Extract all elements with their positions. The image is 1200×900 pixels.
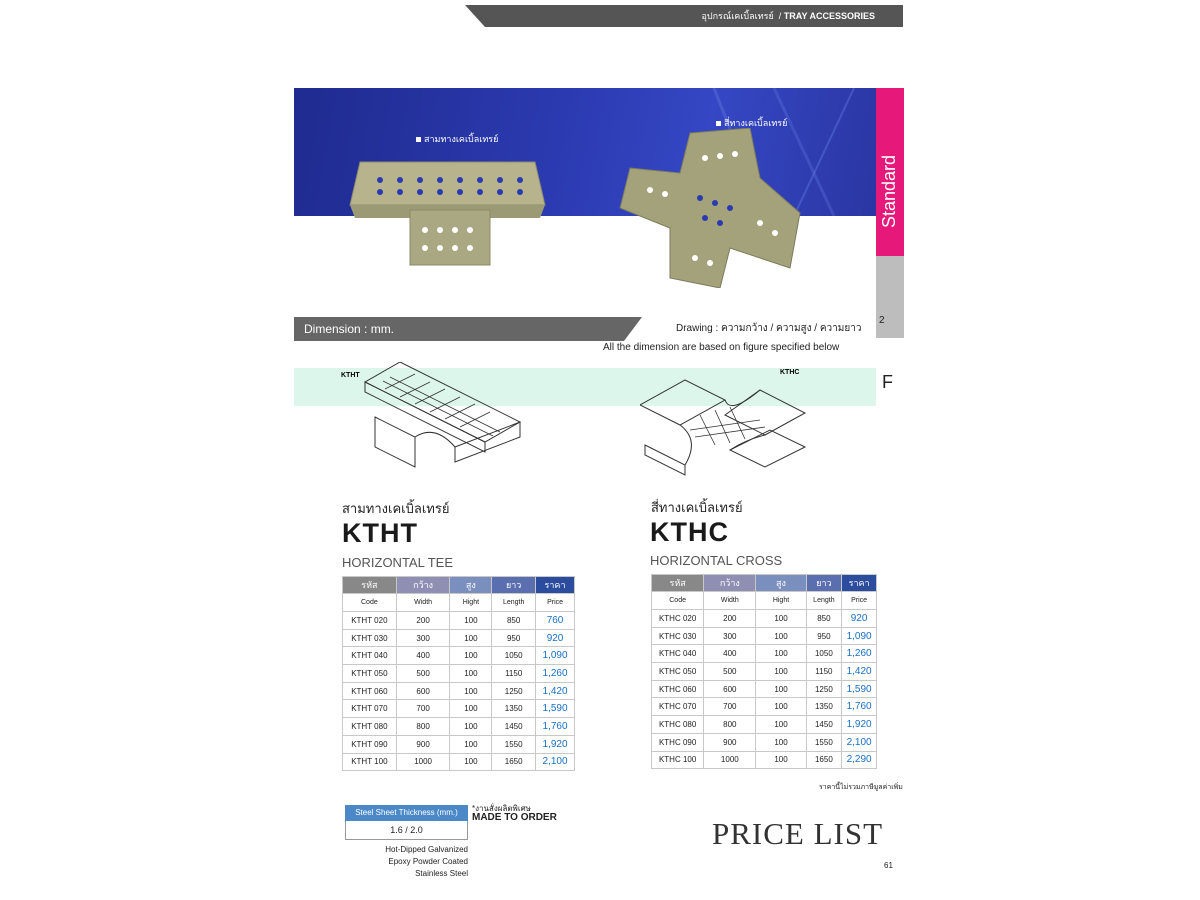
section-tab: F $^2$ xyxy=(876,256,904,338)
ktht-price-table xyxy=(342,576,575,771)
price-cell: 1,260 xyxy=(842,645,877,663)
length-cell: 1050 xyxy=(806,645,842,663)
header-cell: Hight xyxy=(450,594,492,612)
table-row xyxy=(652,627,877,645)
code-cell: KTHT 090 xyxy=(343,735,397,753)
price-cell: 1,090 xyxy=(842,627,877,645)
code-cell: KTHC 020 xyxy=(652,610,704,628)
length-cell: 1350 xyxy=(806,698,842,716)
table-row xyxy=(652,698,877,716)
right-model-title: KTHC xyxy=(650,517,729,547)
code-cell: KTHT 070 xyxy=(343,700,397,718)
height-cell: 100 xyxy=(756,610,806,628)
header-cell: สูง xyxy=(450,577,492,594)
price-cell: 1,920 xyxy=(842,716,877,734)
cross-product-image xyxy=(610,128,810,288)
price-cell: 2,100 xyxy=(842,733,877,751)
drawing-label: Drawing : ความกว้าง / ความสูง / ความยาว xyxy=(676,323,862,334)
thickness-label: Steel Sheet Thickness (mm.) xyxy=(345,805,468,821)
width-cell: 700 xyxy=(396,700,450,718)
header-cell: ยาว xyxy=(492,577,536,594)
height-cell: 100 xyxy=(756,716,806,734)
code-cell: KTHT 050 xyxy=(343,665,397,683)
length-cell: 1150 xyxy=(806,663,842,681)
length-cell: 1650 xyxy=(806,751,842,769)
height-cell: 100 xyxy=(756,698,806,716)
length-cell: 950 xyxy=(492,629,536,647)
dimension-title: Dimension : mm. xyxy=(304,322,395,336)
table-header-thai xyxy=(652,575,877,592)
header-cell: ยาว xyxy=(806,575,842,592)
width-cell: 400 xyxy=(396,647,450,665)
finish-epoxy: Epoxy Powder Coated xyxy=(388,857,468,866)
header-cell: กว้าง xyxy=(396,577,450,594)
length-cell: 1550 xyxy=(806,733,842,751)
length-cell: 1350 xyxy=(492,700,536,718)
height-cell: 100 xyxy=(756,663,806,681)
width-cell: 200 xyxy=(704,610,756,628)
length-cell: 950 xyxy=(806,627,842,645)
width-cell: 900 xyxy=(396,735,450,753)
header-cell: Code xyxy=(652,592,704,610)
right-subtitle: HORIZONTAL CROSS xyxy=(650,553,783,568)
price-cell: 920 xyxy=(536,629,575,647)
header-cell: กว้าง xyxy=(704,575,756,592)
header-cell: Hight xyxy=(756,592,806,610)
header-cell: Length xyxy=(492,594,536,612)
code-cell: KTHC 030 xyxy=(652,627,704,645)
table-header-english xyxy=(652,592,877,610)
header-cell: Width xyxy=(704,592,756,610)
table-row xyxy=(343,647,575,665)
length-cell: 1150 xyxy=(492,665,536,683)
length-cell: 1250 xyxy=(492,682,536,700)
header-cell: ราคา xyxy=(842,575,877,592)
left-model-title: KTHT xyxy=(342,518,418,548)
width-cell: 900 xyxy=(704,733,756,751)
diagram-tag-kthc: KTHC xyxy=(780,369,800,376)
code-cell: KTHC 080 xyxy=(652,716,704,734)
table-row xyxy=(343,700,575,718)
height-cell: 100 xyxy=(756,645,806,663)
code-cell: KTHC 060 xyxy=(652,680,704,698)
code-cell: KTHT 020 xyxy=(343,612,397,630)
width-cell: 300 xyxy=(704,627,756,645)
diagram-tag-kTHT: KTHT xyxy=(341,372,360,379)
code-cell: KTHT 080 xyxy=(343,718,397,736)
table-row xyxy=(652,663,877,681)
height-cell: 100 xyxy=(450,735,492,753)
width-cell: 400 xyxy=(704,645,756,663)
left-thai-title: สามทางเคเบิ้ลเทรย์ xyxy=(342,501,450,516)
header-cell: Price xyxy=(842,592,877,610)
length-cell: 1650 xyxy=(492,753,536,771)
left-subtitle: HORIZONTAL TEE xyxy=(342,555,453,570)
height-cell: 100 xyxy=(756,627,806,645)
header-cell: รหัส xyxy=(652,575,704,592)
vat-note: ราคานี้ไม่รวมภาษีมูลค่าเพิ่ม xyxy=(819,784,903,791)
code-cell: KTHT 060 xyxy=(343,682,397,700)
table-row xyxy=(343,629,575,647)
price-cell: 920 xyxy=(842,610,877,628)
header-text xyxy=(701,9,875,23)
code-cell: KTHC 050 xyxy=(652,663,704,681)
header-thai: อุปกรณ์เคเบิ้ลเทรย์ xyxy=(701,11,774,21)
height-cell: 100 xyxy=(450,647,492,665)
height-cell: 100 xyxy=(450,629,492,647)
height-cell: 100 xyxy=(756,680,806,698)
header-cell: Price xyxy=(536,594,575,612)
code-cell: KTHC 090 xyxy=(652,733,704,751)
cross-drawing xyxy=(640,375,810,487)
code-cell: KTHT 100 xyxy=(343,753,397,771)
length-cell: 1450 xyxy=(806,716,842,734)
length-cell: 850 xyxy=(492,612,536,630)
table-row xyxy=(652,716,877,734)
made-to-order: MADE TO ORDER xyxy=(472,812,557,823)
price-cell: 1,760 xyxy=(536,718,575,736)
finish-galvanized: Hot-Dipped Galvanized xyxy=(385,845,468,854)
table-row xyxy=(343,682,575,700)
width-cell: 300 xyxy=(396,629,450,647)
width-cell: 200 xyxy=(396,612,450,630)
code-cell: KTHC 070 xyxy=(652,698,704,716)
code-cell: KTHT 040 xyxy=(343,647,397,665)
hero-label-left: สามทางเคเบิ้ลเทรย์ xyxy=(416,132,498,146)
height-cell: 100 xyxy=(450,753,492,771)
tee-drawing xyxy=(355,362,535,474)
table-header-thai xyxy=(343,577,575,594)
width-cell: 500 xyxy=(704,663,756,681)
price-cell: 1,420 xyxy=(842,663,877,681)
table-header-english xyxy=(343,594,575,612)
header-cell: Width xyxy=(396,594,450,612)
table-row xyxy=(652,733,877,751)
price-cell: 1,420 xyxy=(536,682,575,700)
hero-label-right: สี่ทางเคเบิ้ลเทรย์ xyxy=(716,116,787,130)
header-cell: Code xyxy=(343,594,397,612)
header-cell: ราคา xyxy=(536,577,575,594)
header-cell: Length xyxy=(806,592,842,610)
price-cell: 1,260 xyxy=(536,665,575,683)
page-number: 61 xyxy=(884,861,893,870)
height-cell: 100 xyxy=(450,665,492,683)
table-row xyxy=(343,665,575,683)
length-cell: 850 xyxy=(806,610,842,628)
width-cell: 700 xyxy=(704,698,756,716)
header-cell: รหัส xyxy=(343,577,397,594)
finish-stainless: Stainless Steel xyxy=(415,869,468,878)
height-cell: 100 xyxy=(756,733,806,751)
height-cell: 100 xyxy=(450,682,492,700)
header-cell: สูง xyxy=(756,575,806,592)
width-cell: 600 xyxy=(704,680,756,698)
price-cell: 2,100 xyxy=(536,753,575,771)
header-separator: / xyxy=(778,11,782,21)
price-cell: 1,590 xyxy=(536,700,575,718)
table-row xyxy=(343,718,575,736)
made-to-order-thai: *งานสั่งผลิตพิเศษ xyxy=(472,804,531,813)
height-cell: 100 xyxy=(450,700,492,718)
tee-product-image xyxy=(340,150,550,270)
right-thai-title: สี่ทางเคเบิ้ลเทรย์ xyxy=(651,500,743,515)
table-row xyxy=(652,751,877,769)
length-cell: 1250 xyxy=(806,680,842,698)
width-cell: 500 xyxy=(396,665,450,683)
table-row xyxy=(652,610,877,628)
height-cell: 100 xyxy=(450,718,492,736)
table-row xyxy=(343,735,575,753)
price-cell: 760 xyxy=(536,612,575,630)
kthc-price-table xyxy=(651,574,877,769)
price-cell: 1,760 xyxy=(842,698,877,716)
standard-tab: Standard xyxy=(876,88,904,256)
price-cell: 2,290 xyxy=(842,751,877,769)
height-cell: 100 xyxy=(756,751,806,769)
height-cell: 100 xyxy=(450,612,492,630)
length-cell: 1050 xyxy=(492,647,536,665)
price-cell: 1,590 xyxy=(842,680,877,698)
code-cell: KTHC 040 xyxy=(652,645,704,663)
dimension-note: All the dimension are based on figure specified below xyxy=(603,342,840,353)
width-cell: 600 xyxy=(396,682,450,700)
width-cell: 800 xyxy=(396,718,450,736)
header-english: TRAY ACCESSORIES xyxy=(783,11,875,21)
table-row xyxy=(652,680,877,698)
width-cell: 800 xyxy=(704,716,756,734)
width-cell: 1000 xyxy=(704,751,756,769)
length-cell: 1550 xyxy=(492,735,536,753)
table-row xyxy=(343,753,575,771)
table-row xyxy=(652,645,877,663)
price-cell: 1,090 xyxy=(536,647,575,665)
table-row xyxy=(343,612,575,630)
price-cell: 1,920 xyxy=(536,735,575,753)
length-cell: 1450 xyxy=(492,718,536,736)
price-list-title: PRICE LIST xyxy=(712,816,884,851)
thickness-value: 1.6 / 2.0 xyxy=(345,821,468,840)
code-cell: KTHT 030 xyxy=(343,629,397,647)
header-bar xyxy=(295,5,903,27)
width-cell: 1000 xyxy=(396,753,450,771)
code-cell: KTHC 100 xyxy=(652,751,704,769)
